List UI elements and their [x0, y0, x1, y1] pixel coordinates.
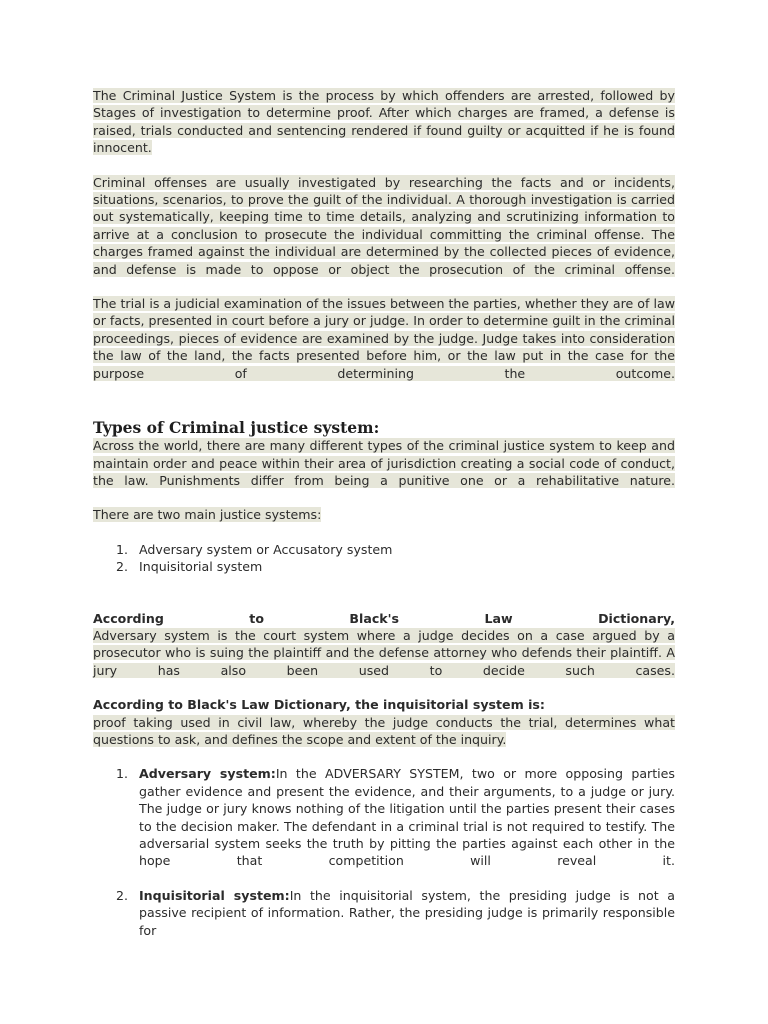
blacks-law-label-inquisitorial: According to Black's Law Dictionary, the inquisitorial system is: — [93, 697, 545, 713]
intro-paragraph-3 — [93, 295, 675, 382]
definition-term: Adversary system: — [139, 766, 276, 782]
document-page — [93, 87, 675, 956]
highlighted-text: proof taking used in civil law, whereby the judge conducts the trial, determines what questions to ask, and defines the scope and extent of the inquiry. — [93, 714, 675, 747]
inquisitorial-definition-paragraph — [93, 696, 675, 748]
blacks-law-label-adversary: According to Black's Law Dictionary, — [93, 610, 675, 626]
list-number: 2. — [116, 887, 129, 903]
highlighted-text: Across the world, there are many different types of the criminal justice system to keep and maintain order and peace within their area of jurisdiction creating a social code of conduct, the law. Punishments differ from being a punitive one or a rehabilitative nature. — [93, 438, 675, 488]
two-systems-paragraph — [93, 506, 675, 523]
list-item — [93, 765, 675, 869]
list-item — [93, 541, 675, 558]
highlighted-text: Criminal offenses are usually investigated by researching the facts and or incidents, situations, scenarios, to prove the guilt of the individual. A thorough investigation is carried out systematically, keeping time to time details, analyzing and scrutinizing information to arrive at a conclusion to prosecute the individual committing the criminal offense. The charges framed against the individual are determined by the collected pieces of evidence, and defense is made to oppose or object the prosecution of the criminal offense. — [93, 174, 675, 277]
list-number: 2. — [116, 559, 129, 575]
highlighted-text: The Criminal Justice System is the process by which offenders are arrested, followed by Stages of investigation to determine proof. After which charges are framed, a defense is raised, trials conducted and sentencing rendered if found guilty or acquitted if he is found innocent. — [93, 88, 675, 156]
list-item-text: Adversary system or Accusatory system — [139, 541, 393, 557]
systems-list — [93, 541, 675, 576]
definitions-list — [93, 765, 675, 939]
highlighted-text: Adversary system is the court system where a judge decides on a case argued by a prosecutor who is suing the plaintiff and the defense attorney who defends their plaintiff. A jury has also been used to decide such cases. — [93, 627, 675, 678]
section-heading: Types of Criminal justice system: — [93, 418, 380, 438]
list-item-text: Inquisitorial system — [139, 559, 263, 575]
intro-paragraph-1 — [93, 87, 675, 157]
list-number: 1. — [116, 766, 129, 782]
list-item — [93, 558, 675, 575]
list-number: 1. — [116, 541, 129, 557]
types-paragraph — [93, 437, 675, 489]
list-item — [93, 887, 675, 939]
definition-text: In the inquisitorial system, the presiding judge is not a passive recipient of information. Rather, the presiding judge is primarily responsible for — [139, 887, 675, 938]
highlighted-text: The trial is a judicial examination of the issues between the parties, whether they are of law or facts, presented in court before a jury or judge. In order to determine guilt in the criminal proceedings, pieces of evidence are examined by the judge. Judge takes into consideration the law of the land, the facts presented before him, or the law put in the case for the purpose of determining the outcome. — [93, 296, 675, 381]
highlighted-text: There are two main justice systems: — [93, 507, 322, 523]
definition-term: Inquisitorial system: — [139, 887, 290, 903]
adversary-definition-paragraph — [93, 610, 675, 680]
intro-paragraph-2 — [93, 174, 675, 278]
definition-text: In the ADVERSARY SYSTEM, two or more opposing parties gather evidence and present the evidence, and their arguments, to a judge or jury. The judge or jury knows nothing of the litigation until the parties present their cases to the decision maker. The defendant in a criminal trial is not required to testify. The adversarial system seeks the truth by pitting the parties against each other in the hope that competition will reveal it. — [139, 766, 675, 869]
